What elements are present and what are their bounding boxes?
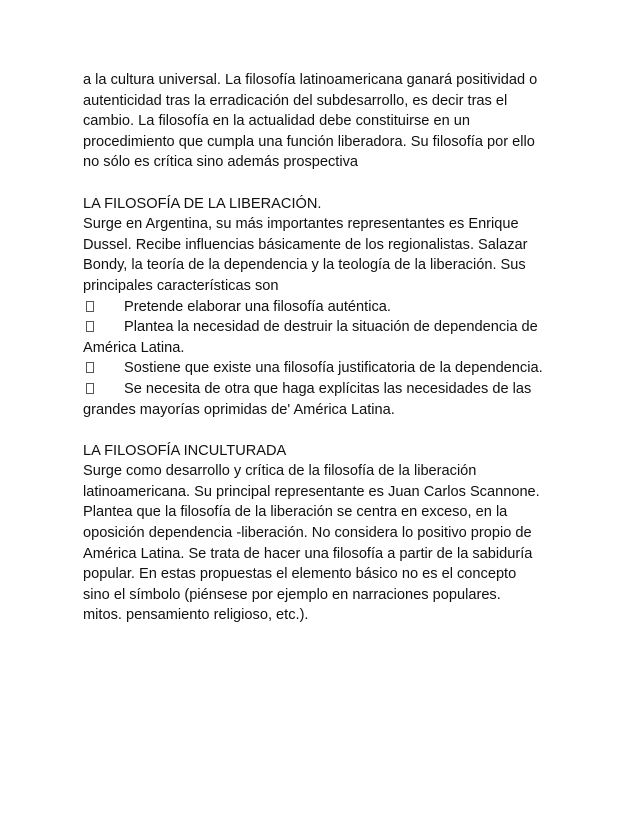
text-line: procedimiento que cumpla una función liberadora. Su filosofía por ello: [83, 133, 535, 150]
text-line: a la cultura universal. La filosofía latinoamericana ganará positividad o: [83, 72, 538, 88]
text-line: popular. En estas propuestas el elemento básico no es el concepto: [83, 566, 517, 583]
bullet-continuation: América Latina.: [83, 339, 185, 356]
bullet-item: [83, 379, 563, 420]
bullet-item: [83, 317, 563, 358]
bullet-text: Plantea la necesidad de destruir la situación de dependencia de: [124, 319, 538, 336]
text-line: sino el símbolo (piénsese por ejemplo en narraciones populares.: [83, 586, 501, 603]
spacer: [83, 420, 563, 441]
spacer: [83, 173, 563, 194]
section-inculturada: [83, 441, 563, 626]
bullet-continuation: grandes mayorías oprimidas de' América Latina.: [83, 401, 395, 418]
bullet-box-icon: [86, 301, 94, 312]
bullet-box-icon: [86, 321, 94, 332]
text-line: autenticidad tras la erradicación del subdesarrollo, es decir tras el: [83, 92, 508, 109]
bullet-item: [83, 297, 563, 318]
document-page: [83, 70, 563, 626]
text-line: latinoamericana. Su principal representante es Juan Carlos Scannone.: [83, 483, 540, 500]
text-line: oposición dependencia -liberación. No considera lo positivo propio de: [83, 525, 532, 542]
text-line: América Latina. Se trata de hacer una filosofía a partir de la sabiduría: [83, 545, 533, 562]
text-line: no sólo es crítica sino además prospectiva: [83, 154, 358, 171]
paragraph-intro: [83, 70, 563, 173]
bullet-text: Pretende elaborar una filosofía auténtica.: [124, 298, 391, 315]
text-line: Bondy, la teoría de la dependencia y la teología de la liberación. Sus: [83, 257, 526, 274]
text-line: cambio. La filosofía en la actualidad debe constituirse en un: [83, 113, 470, 130]
bullet-text: Sostiene que existe una filosofía justificatoria de la dependencia.: [124, 360, 543, 377]
bullet-item: [83, 358, 563, 379]
text-line: mitos. pensamiento religioso, etc.).: [83, 607, 309, 624]
text-line: Dussel. Recibe influencias básicamente de los regionalistas. Salazar: [83, 236, 528, 253]
text-line: Plantea que la filosofía de la liberación se centra en exceso, en la: [83, 504, 508, 521]
bullet-box-icon: [86, 383, 94, 394]
section-heading: LA FILOSOFÍA INCULTURADA: [83, 442, 287, 459]
text-line: principales características son: [83, 277, 279, 294]
bullet-box-icon: [86, 362, 94, 373]
text-line: Surge en Argentina, su más importantes representantes es Enrique: [83, 216, 519, 233]
section-heading: LA FILOSOFÍA DE LA LIBERACIÓN.: [83, 195, 322, 212]
bullet-text: Se necesita de otra que haga explícitas las necesidades de las: [124, 380, 532, 397]
text-line: Surge como desarrollo y crítica de la filosofía de la liberación: [83, 463, 477, 480]
section-liberacion: [83, 194, 563, 421]
